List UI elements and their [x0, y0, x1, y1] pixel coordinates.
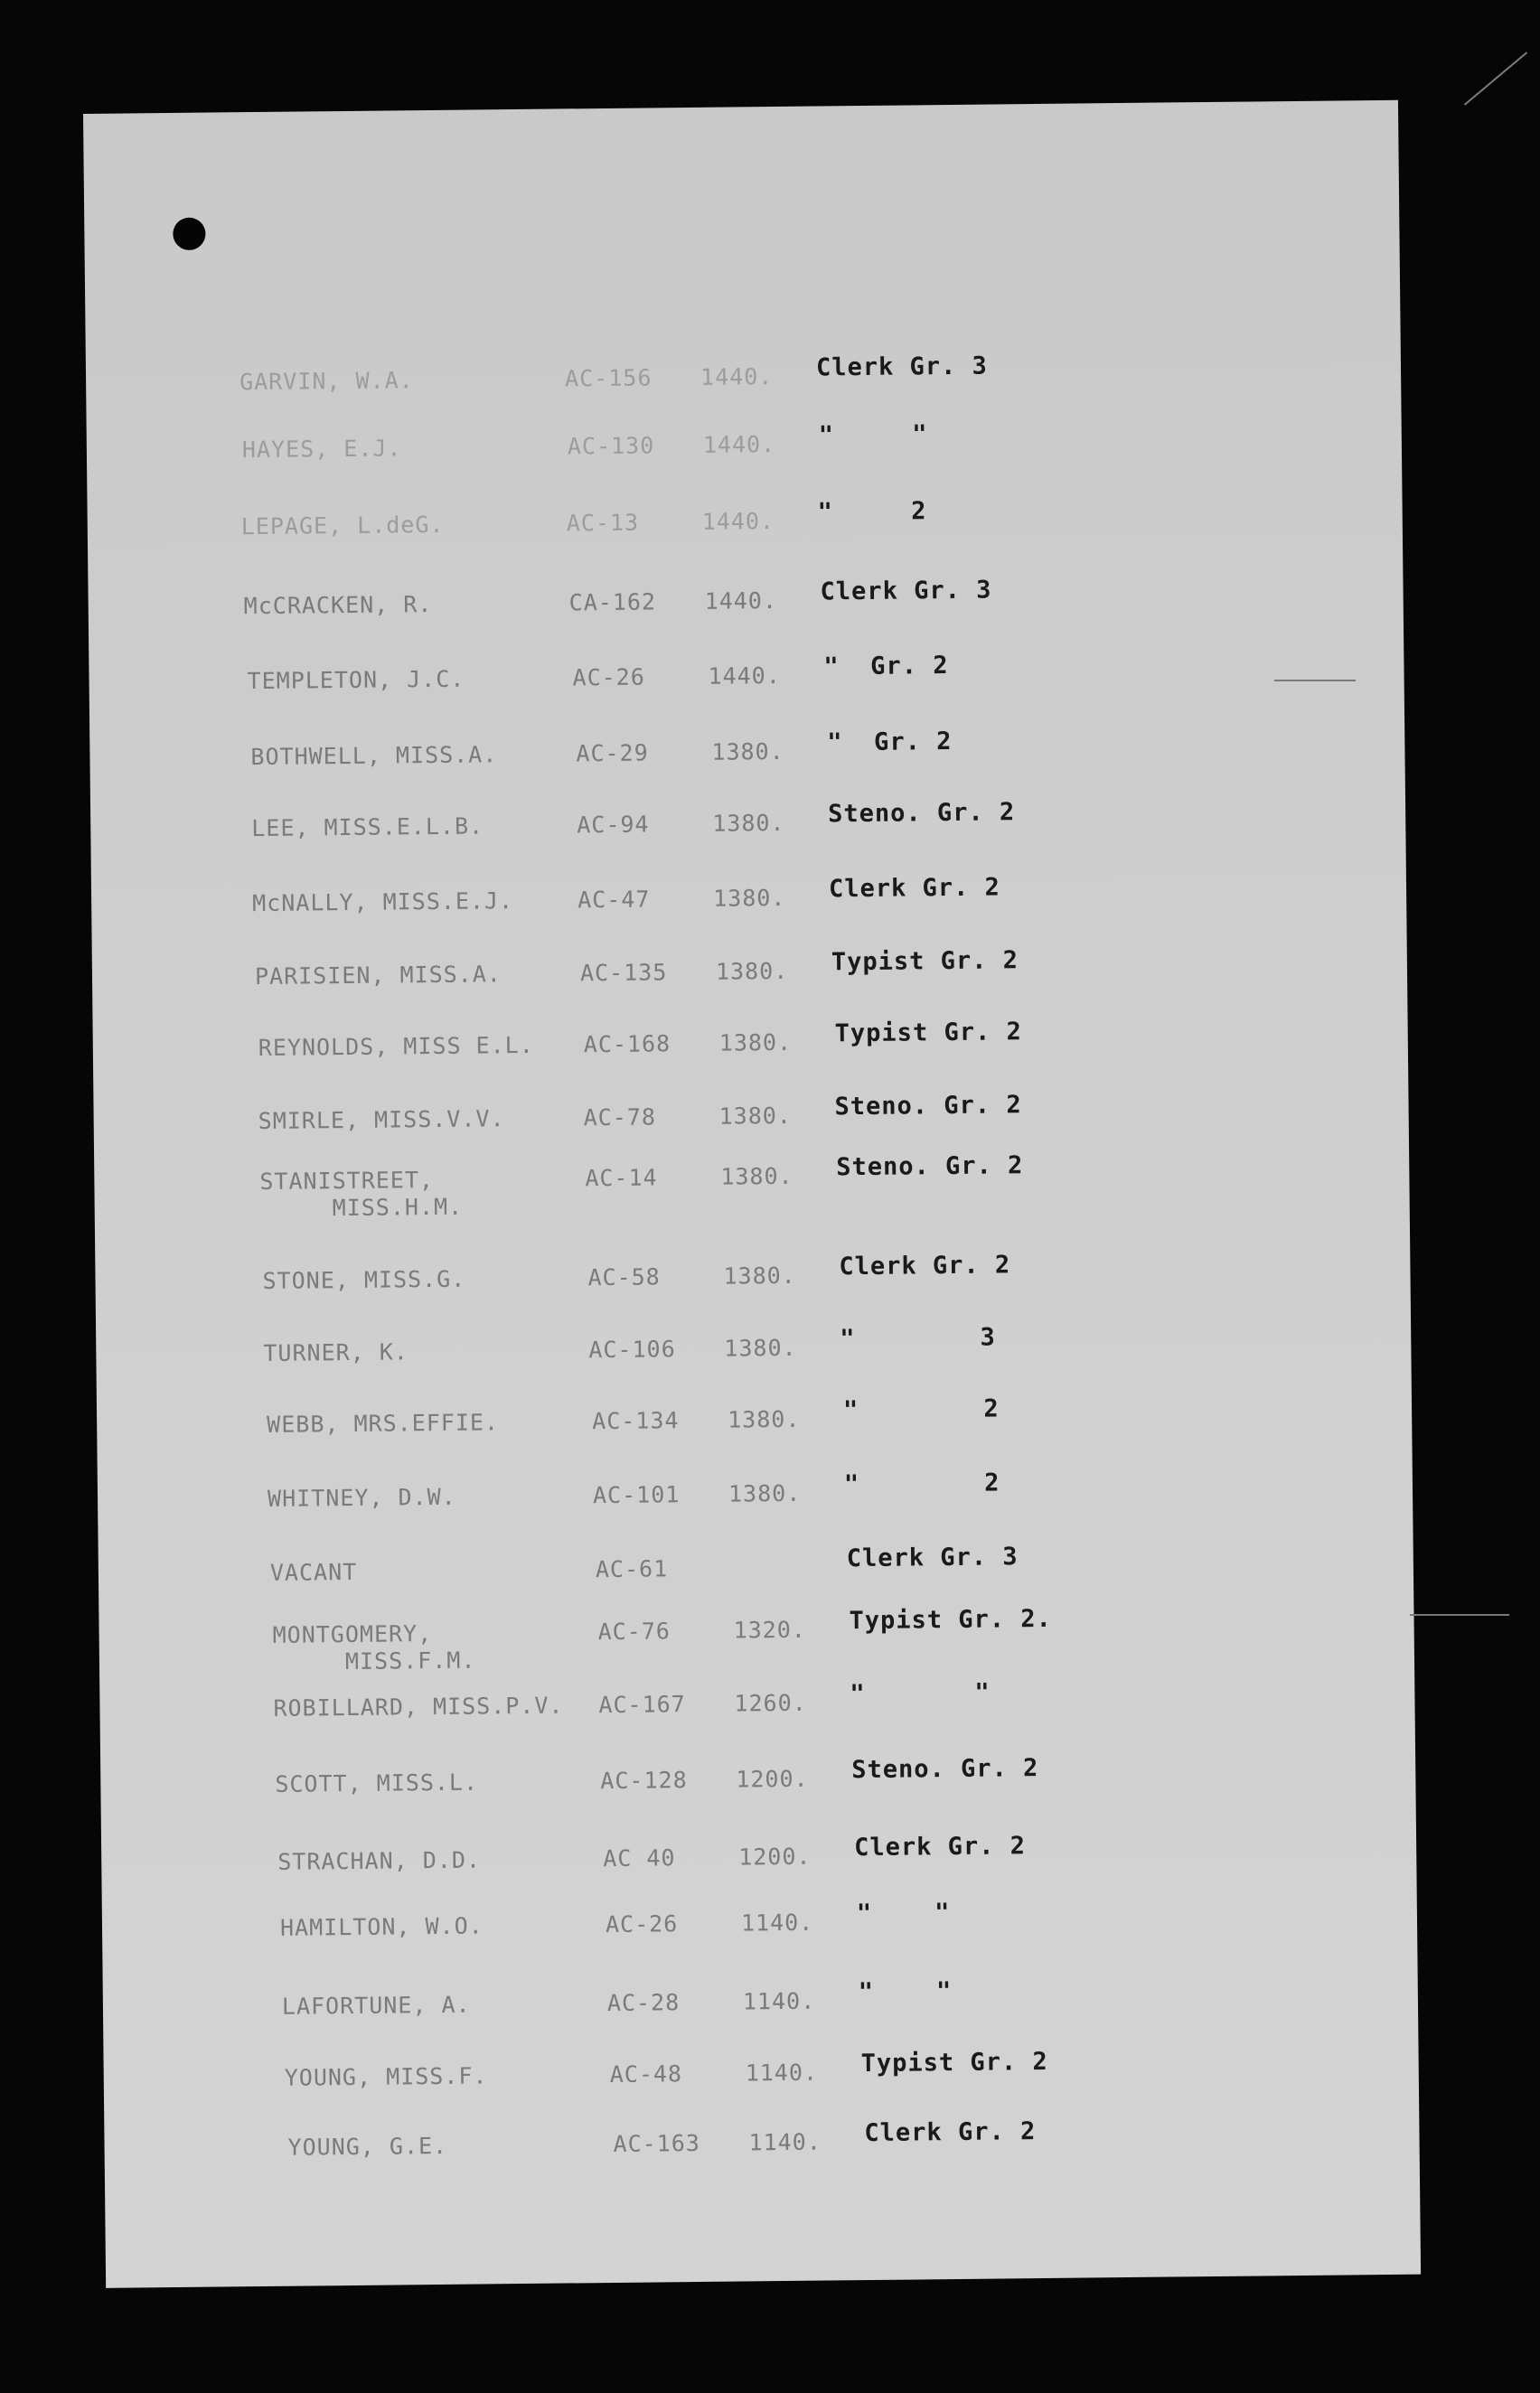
salary: 1440. — [704, 587, 778, 615]
salary: 1380. — [720, 1162, 793, 1190]
employee-name: WHITNEY, D.W. — [267, 1483, 456, 1512]
employee-name: TURNER, K. — [263, 1338, 409, 1366]
employee-name: LEE, MISS.E.L.B. — [251, 812, 484, 842]
position-code: AC-128 — [600, 1767, 688, 1795]
position-code: AC-156 — [564, 364, 653, 392]
position-code: AC-168 — [583, 1030, 671, 1058]
grade: " Gr. 2 — [827, 727, 953, 757]
salary: 1440. — [702, 430, 776, 458]
salary: 1380. — [715, 957, 789, 985]
employee-name: YOUNG, MISS.F. — [284, 2062, 488, 2091]
position-code: AC-26 — [572, 663, 645, 691]
grade: Typist Gr. 2 — [860, 2047, 1048, 2079]
grade: " 3 — [840, 1323, 996, 1354]
edge-scratch — [1464, 52, 1527, 105]
grade: " " — [850, 1678, 991, 1709]
grade: " " — [818, 420, 928, 450]
grade: Clerk Gr. 3 — [846, 1543, 1019, 1573]
table-row — [89, 416, 1355, 502]
grade: Typist Gr. 2. — [849, 1604, 1052, 1636]
grade: Clerk Gr. 2 — [864, 2117, 1037, 2148]
position-code: AC-135 — [579, 959, 668, 987]
salary: 1140. — [742, 1987, 816, 2015]
grade: Clerk Gr. 3 — [820, 576, 992, 606]
grade: " Gr. 2 — [823, 652, 949, 681]
employee-name: HAYES, E.J. — [241, 435, 402, 464]
grade: Clerk Gr. 2 — [853, 1832, 1027, 1863]
punch-hole — [173, 218, 205, 250]
salary: 1200. — [736, 1765, 809, 1793]
grade: Steno. Gr. 2 — [834, 1091, 1022, 1121]
employee-name: STONE, MISS.G. — [262, 1265, 466, 1294]
grade: Clerk Gr. 2 — [828, 873, 1000, 904]
salary: 1380. — [711, 737, 784, 765]
grade: " " — [858, 1977, 953, 2007]
position-code: AC-101 — [592, 1481, 681, 1509]
table-row — [105, 1014, 1371, 1100]
table-row — [99, 869, 1365, 955]
table-row — [98, 794, 1364, 880]
salary: 1140. — [740, 1909, 814, 1937]
position-code: AC-167 — [598, 1691, 686, 1719]
table-row — [108, 1247, 1375, 1333]
position-code: AC-28 — [606, 1989, 681, 2017]
staff-list — [83, 100, 1398, 2161]
salary: 1380. — [728, 1479, 802, 1507]
table-row — [121, 1750, 1387, 1836]
position-code: AC-134 — [592, 1407, 680, 1435]
salary: 1140. — [745, 2059, 819, 2087]
salary: 1380. — [723, 1262, 796, 1290]
position-code: AC-130 — [567, 432, 655, 460]
position-code: AC 40 — [603, 1844, 676, 1872]
position-code: AC-13 — [566, 509, 640, 537]
position-code: AC-29 — [576, 739, 649, 767]
grade: " " — [856, 1899, 951, 1928]
employee-name: SCOTT, MISS.L. — [275, 1769, 479, 1797]
salary: 1380. — [712, 809, 785, 837]
salary: 1380. — [724, 1334, 797, 1362]
position-code: AC-26 — [605, 1910, 679, 1938]
salary: 1440. — [708, 662, 781, 690]
document-page — [83, 100, 1421, 2288]
position-code: AC-106 — [588, 1336, 676, 1364]
table-row — [127, 1894, 1393, 1980]
employee-name: VACANT — [269, 1558, 358, 1586]
position-code: AC-76 — [597, 1618, 671, 1646]
position-code: CA-162 — [568, 588, 657, 616]
edge-scratch — [1410, 1614, 1509, 1616]
position-code: AC-58 — [587, 1263, 661, 1291]
employee-name: REYNOLDS, MISS E.L. — [258, 1031, 534, 1062]
table-row — [89, 572, 1356, 658]
salary: 1380. — [718, 1102, 793, 1130]
salary: 1200. — [738, 1843, 812, 1871]
position-code: AC-14 — [585, 1164, 658, 1192]
salary: 1260. — [734, 1689, 807, 1717]
employee-name: McNALLY, MISS.E.J. — [252, 887, 514, 917]
salary: 1320. — [733, 1616, 807, 1644]
position-code: AC-48 — [609, 2060, 683, 2088]
grade: Steno. Gr. 2 — [836, 1151, 1024, 1182]
grade: Steno. Gr. 2 — [851, 1754, 1039, 1785]
salary: 1380. — [718, 1028, 793, 1056]
table-row — [134, 2114, 1400, 2200]
grade: Steno. Gr. 2 — [827, 798, 1016, 829]
position-code: AC-61 — [595, 1555, 669, 1583]
salary: 1380. — [728, 1405, 801, 1433]
table-row — [119, 1675, 1385, 1760]
grade: Typist Gr. 2 — [834, 1018, 1022, 1048]
employee-name: WEBB, MRS.EFFIE. — [267, 1409, 500, 1438]
employee-name: STANISTREET, — [259, 1167, 435, 1196]
salary: 1440. — [701, 508, 775, 535]
employee-name: HAMILTON, W.O. — [279, 1912, 484, 1941]
grade: Typist Gr. 2 — [831, 946, 1019, 977]
grade: Clerk Gr. 3 — [815, 352, 988, 382]
employee-name-continued: MISS.F.M. — [344, 1647, 476, 1675]
table-row — [88, 493, 1354, 578]
table-row — [114, 1465, 1380, 1551]
grade: Clerk Gr. 2 — [839, 1251, 1011, 1281]
employee-name: LAFORTUNE, A. — [281, 1991, 471, 2020]
table-row — [106, 1148, 1372, 1234]
employee-name: GARVIN, W.A. — [239, 367, 414, 396]
salary: 1380. — [712, 884, 786, 912]
employee-name: ROBILLARD, MISS.P.V. — [273, 1692, 564, 1722]
position-code: AC-94 — [577, 811, 650, 839]
employee-name-continued: MISS.H.M. — [332, 1193, 464, 1222]
position-code: AC-47 — [577, 886, 651, 914]
table-row — [118, 1601, 1385, 1687]
salary: 1140. — [748, 2128, 822, 2156]
employee-name: BOTHWELL, MISS.A. — [250, 741, 498, 771]
grade: " 2 — [843, 1469, 1000, 1499]
employee-name: McCRACKEN, R. — [243, 590, 433, 620]
employee-name: YOUNG, G.E. — [287, 2132, 448, 2161]
employee-name: LEPAGE, L.deG. — [240, 511, 445, 540]
employee-name: STRACHAN, D.D. — [277, 1846, 482, 1875]
salary: 1440. — [700, 363, 774, 390]
employee-name: TEMPLETON, J.C. — [247, 665, 465, 695]
table-row — [93, 647, 1359, 733]
employee-name: SMIRLE, MISS.V.V. — [258, 1105, 505, 1135]
employee-name: PARISIEN, MISS.A. — [254, 961, 502, 990]
table-row — [113, 1391, 1379, 1477]
position-code: AC-78 — [583, 1103, 657, 1131]
position-code: AC-163 — [613, 2129, 701, 2157]
grade: " 2 — [817, 497, 927, 527]
grade: " 2 — [842, 1394, 1000, 1425]
employee-name: MONTGOMERY, — [272, 1620, 433, 1648]
edge-scratch — [1274, 680, 1356, 681]
